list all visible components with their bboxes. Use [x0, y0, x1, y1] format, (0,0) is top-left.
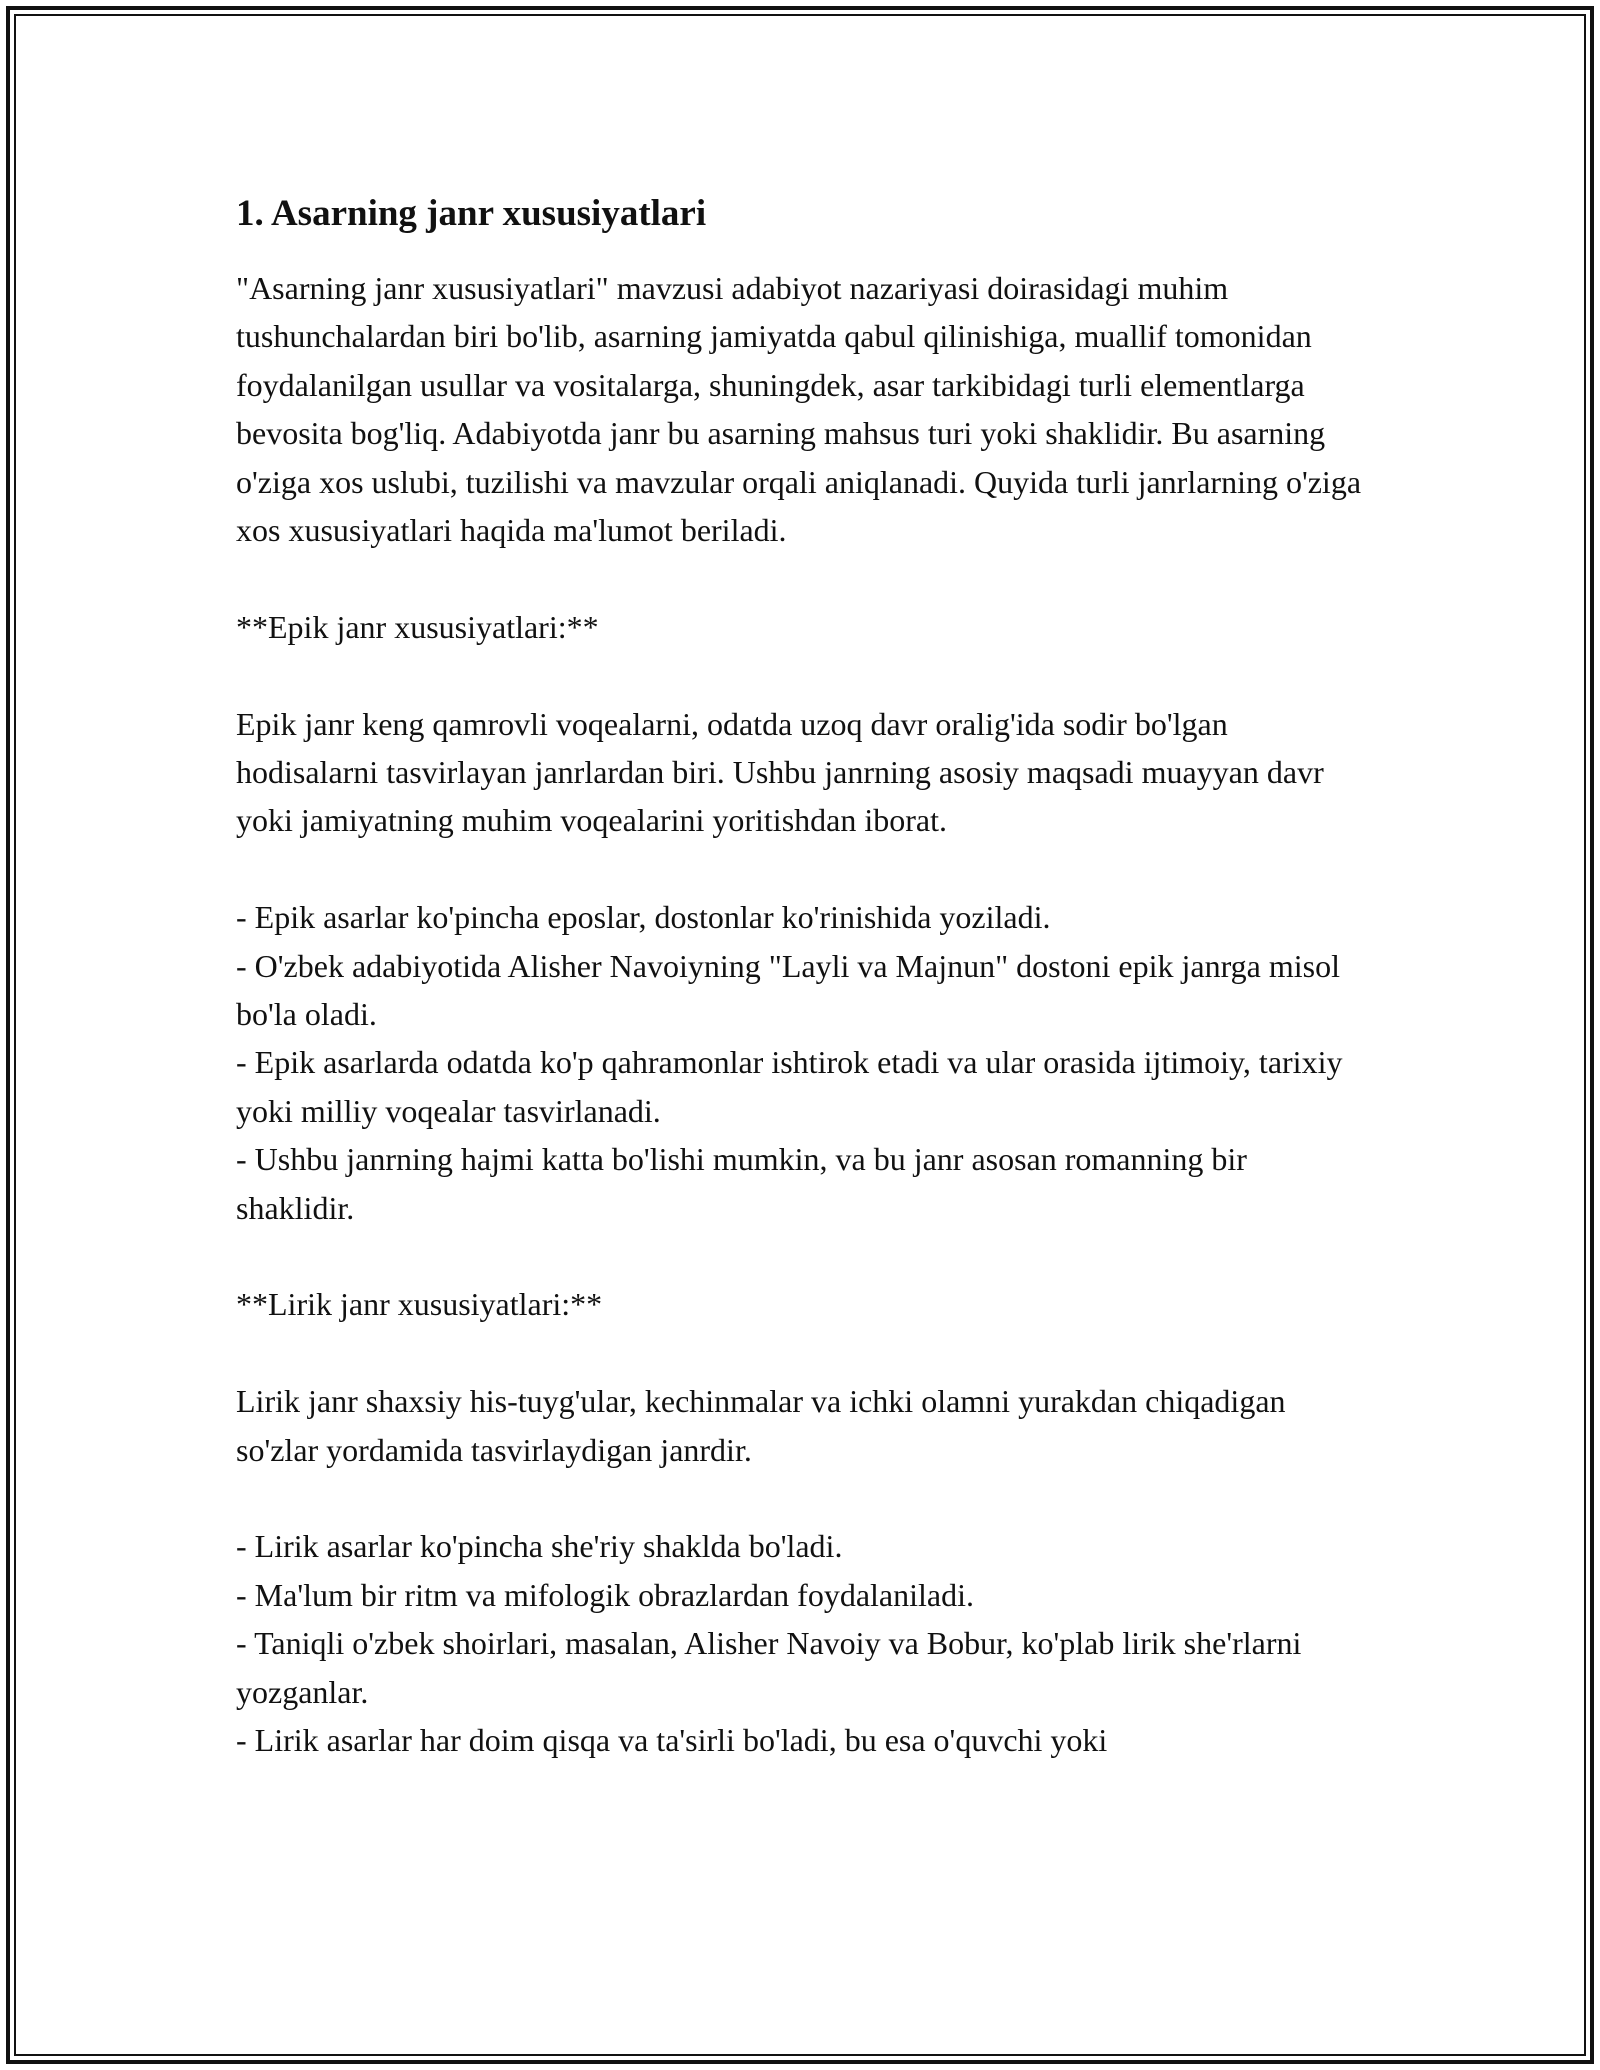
lirik-list-item: - Taniqli o'zbek shoirlari, masalan, Alisher Navoiy va Bobur, ko'plab lirik she'rlarni yozganlar.: [236, 1625, 1302, 1710]
intro-paragraph: "Asarning janr xususiyatlari" mavzusi adabiyot nazariyasi doirasidagi muhim tushunchalardan biri bo'lib, asarning jamiyatda qabul qilinishiga, muallif tomonidan foydalanilgan usullar va vositalarga, shuningdek, asar tarkibidagi turli elementlarga bevosita bog'liq. Adabiyotda janr bu asarning mahsus turi yoki shaklidir. Bu asarning o'ziga xos uslubi, tuzilishi va mavzular orqali aniqlanadi. Quyida turli janrlarning o'ziga xos xususiyatlari haqida ma'lumot beriladi.: [236, 270, 1362, 549]
epik-list-item: - Ushbu janrning hajmi katta bo'lishi mumkin, va bu janr asosan romanning bir shaklidir.: [236, 1141, 1247, 1226]
document-body: [236, 186, 1366, 1765]
lirik-list-item: - Lirik asarlar har doim qisqa va ta'sirli bo'ladi, bu esa o'quvchi yoki: [236, 1722, 1108, 1759]
lirik-heading: **Lirik janr xususiyatlari:**: [236, 1286, 603, 1323]
paragraph-gap: [236, 554, 1366, 602]
lirik-list-item: - Ma'lum bir ritm va mifologik obrazlardan foydalaniladi.: [236, 1576, 974, 1613]
epik-list-item: - O'zbek adabiyotida Alisher Navoiyning "Layli va Majnun" dostoni epik janrga misol bo'la oladi.: [236, 947, 1340, 1033]
paragraph-gap: [236, 1329, 1366, 1377]
epik-list-item: - Epik asarlar ko'pincha eposlar, dostonlar ko'rinishida yoziladi.: [236, 899, 1051, 936]
lirik-list-item: - Lirik asarlar ko'pincha she'riy shaklda bo'ladi.: [236, 1528, 843, 1565]
paragraph-gap: [236, 1474, 1366, 1522]
epik-heading: **Epik janr xususiyatlari:**: [236, 608, 599, 645]
epik-description: Epik janr keng qamrovli voqealarni, odatda uzoq davr oralig'ida sodir bo'lgan hodisalarni tasvirlayan janrlardan biri. Ushbu janrning asosiy maqsadi muayyan davr yoki jamiyatning muhim voqealarini yoritishdan iborat.: [236, 705, 1324, 839]
section-heading: 1. Asarning janr xususiyatlari: [236, 193, 707, 234]
lirik-description: Lirik janr shaxsiy his-tuyg'ular, kechinmalar va ichki olamni yurakdan chiqadigan so'zlar yordamida tasvirlaydigan janrdir.: [236, 1383, 1286, 1468]
paragraph-gap: [236, 845, 1366, 893]
paragraph-gap: [236, 1232, 1366, 1280]
epik-list-item: - Epik asarlarda odatda ko'p qahramonlar ishtirok etadi va ular orasida ijtimoiy, tarixiy yoki milliy voqealar tasvirlanadi.: [236, 1044, 1343, 1129]
paragraph-gap: [236, 651, 1366, 699]
